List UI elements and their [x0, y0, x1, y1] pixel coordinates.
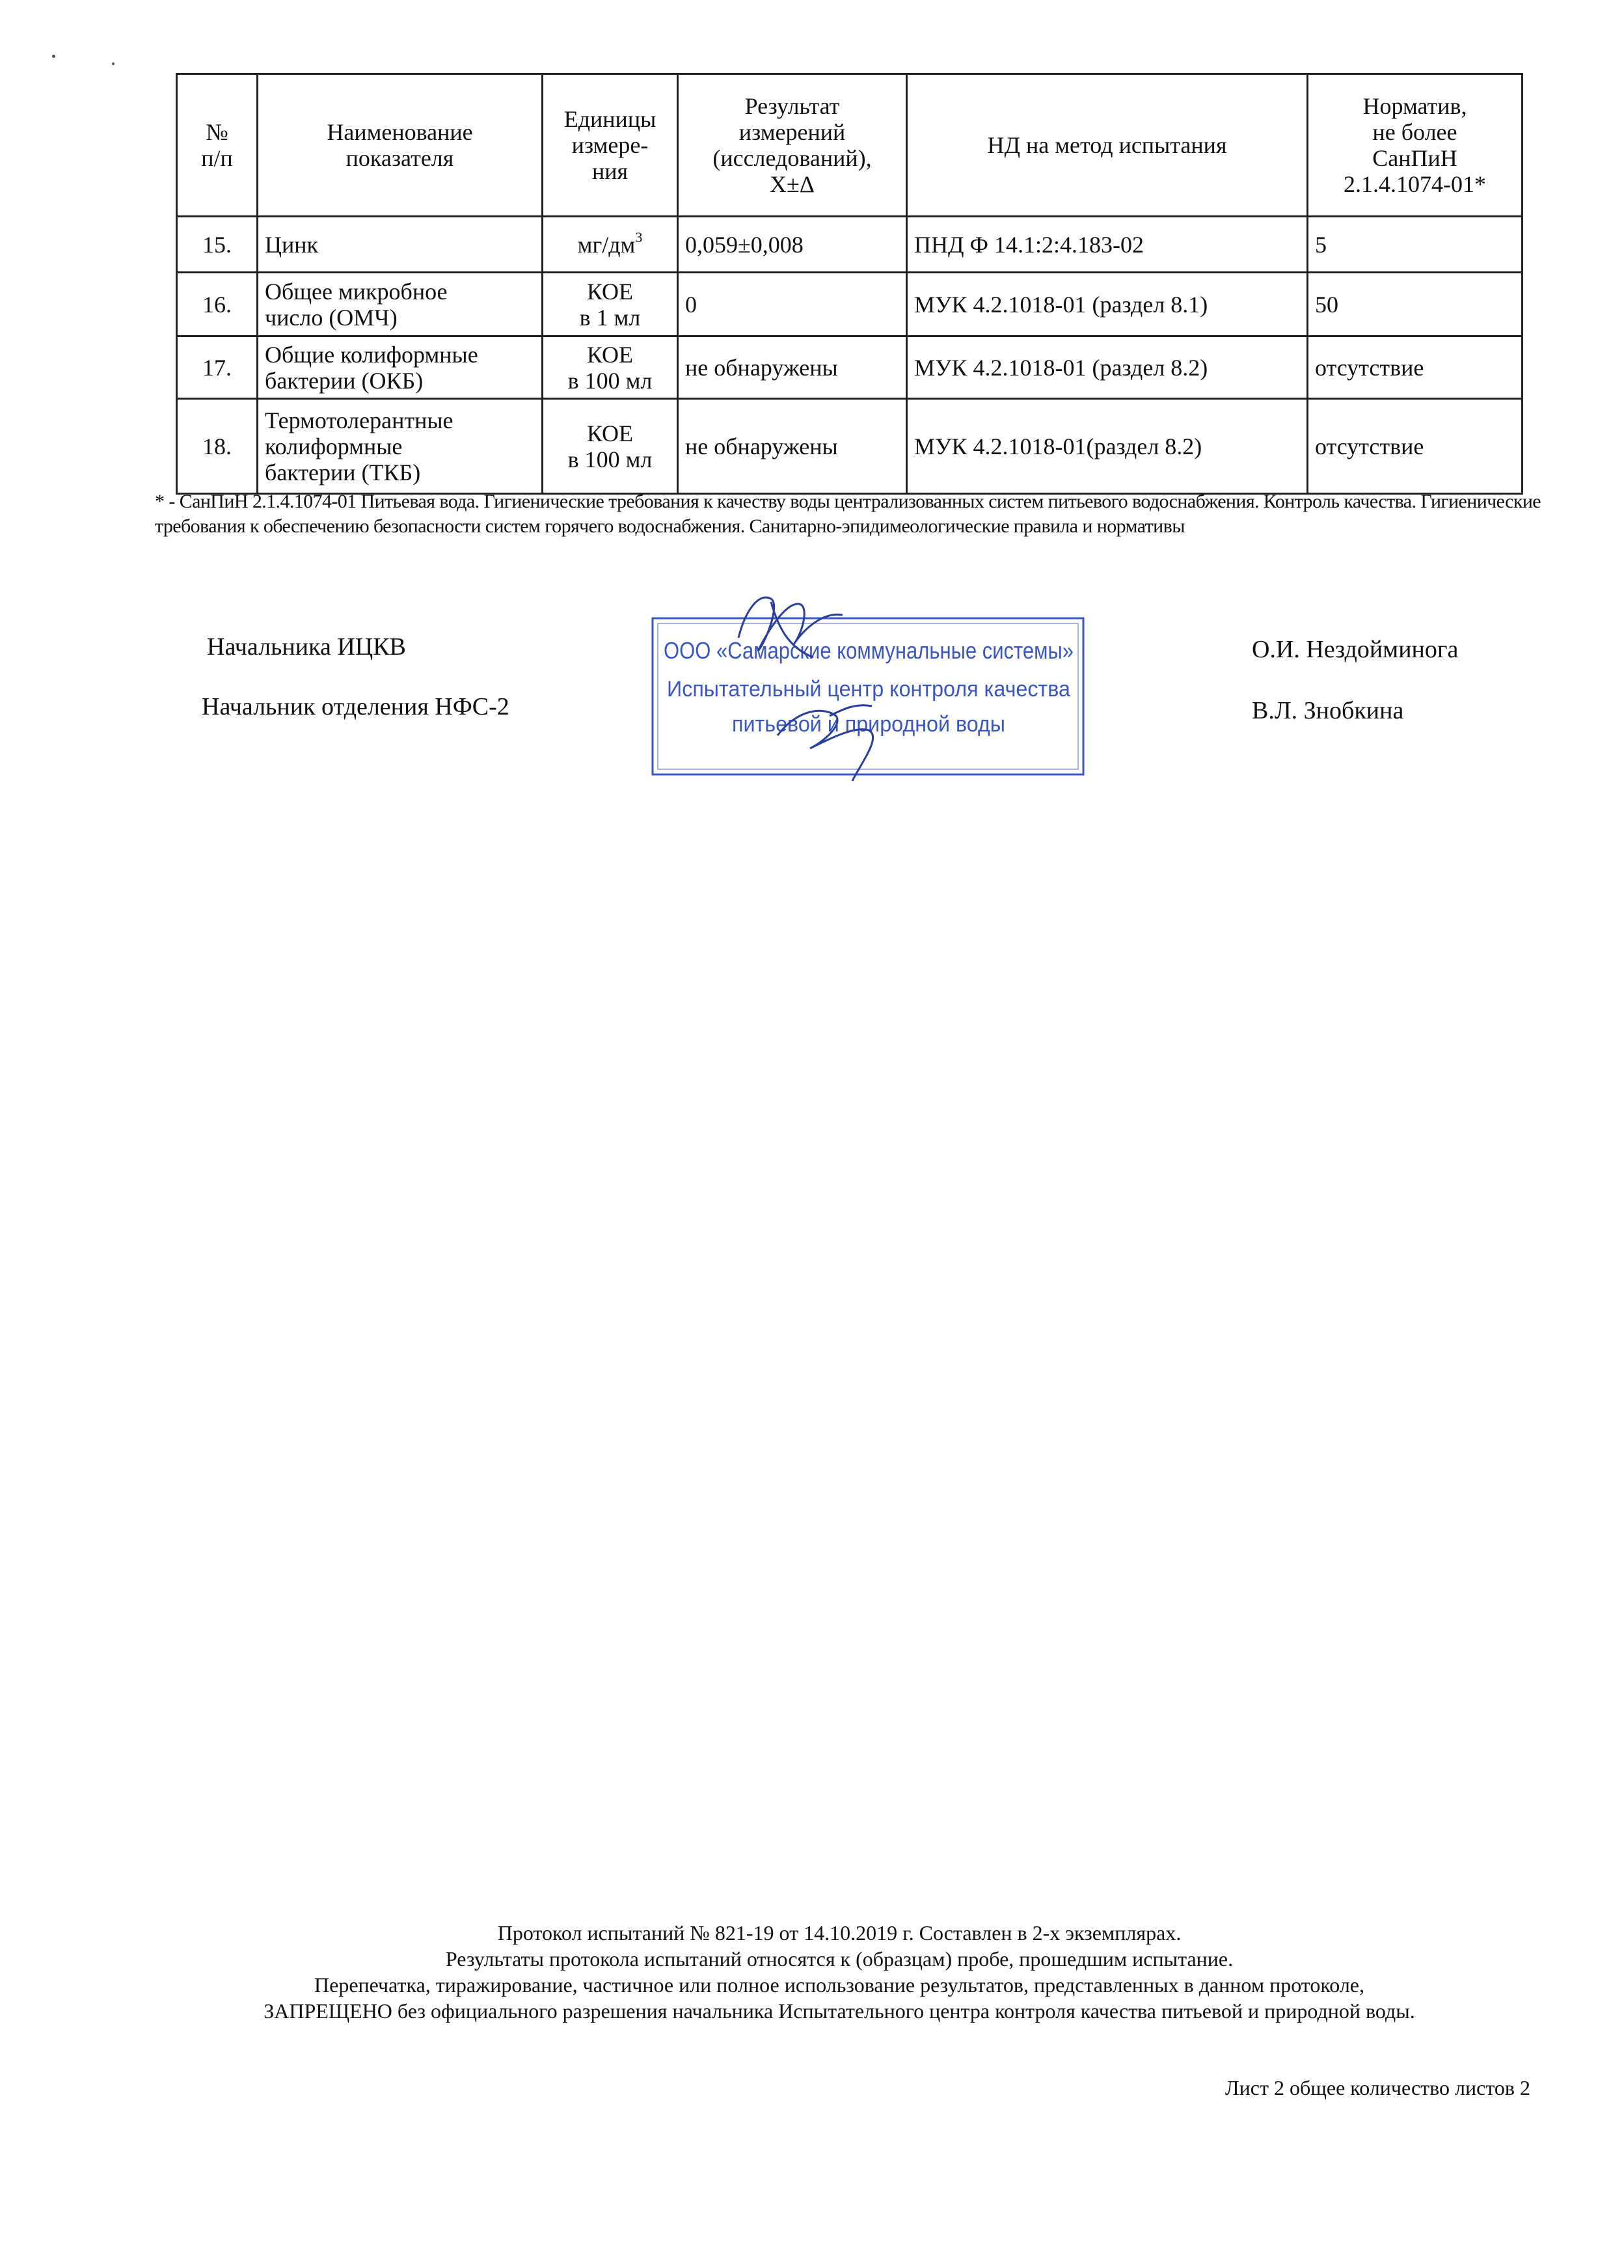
- result-cell: 0,059±0,008: [678, 217, 907, 273]
- protocol-line: ЗАПРЕЩЕНО без официального разрешения начальника Испытательного центра контроля качества питьевой и природной воды.: [264, 1999, 1415, 2023]
- result-cell: 0: [678, 273, 907, 336]
- table-header-row: [177, 74, 1522, 217]
- header-norm: Норматив, не более СанПиН 2.1.4.1074-01*: [1308, 74, 1522, 217]
- method-cell: ПНД Ф 14.1:2:4.183-02: [907, 217, 1308, 273]
- norm-cell: 5: [1308, 217, 1522, 273]
- protocol-line: Перепечатка, тиражирование, частичное или полное использование результатов, представленных в данном протоколе,: [314, 1973, 1364, 1997]
- table-row: [177, 336, 1522, 399]
- method-cell: МУК 4.2.1018-01 (раздел 8.2): [907, 336, 1308, 399]
- indicator-name: Цинк: [258, 217, 543, 273]
- signatory-role-head: Начальника ИЦКВ: [207, 633, 406, 661]
- protocol-line: Протокол испытаний № 821-19 от 14.10.2019 г. Составлен в 2-х экземплярах.: [497, 1921, 1182, 1945]
- header-result: Результат измерений (исследований), Х±Δ: [678, 74, 907, 217]
- table-row: [177, 217, 1522, 273]
- method-cell: МУК 4.2.1018-01 (раздел 8.1): [907, 273, 1308, 336]
- table-row: [177, 273, 1522, 336]
- signatory-role-department: Начальник отделения НФС-2: [202, 693, 509, 720]
- protocol-notice: [176, 1920, 1503, 2024]
- sheet-count: Лист 2 общее количество листов 2: [1225, 2076, 1530, 2099]
- stamp-line-3: питьевой и природной воды: [732, 712, 1005, 737]
- header-name: Наименование показателя: [258, 74, 543, 217]
- norm-cell: отсутствие: [1308, 336, 1522, 399]
- header-num: № п/п: [177, 74, 258, 217]
- table-row: [177, 399, 1522, 494]
- table-footnote: * - СанПиН 2.1.4.1074-01 Питьевая вода. Гигиенические требования к качеству воды централизованных систем питьевого водоснабжения. Контроль качества. Гигиенические требования к обеспечению безопасности систем горячего водоснабжения. Санитарно-эпидимеологические правила и нормативы: [155, 491, 1541, 537]
- method-cell: МУК 4.2.1018-01(раздел 8.2): [907, 399, 1308, 494]
- results-table: [176, 73, 1523, 495]
- row-number: 18.: [177, 399, 258, 494]
- header-method: НД на метод испытания: [907, 74, 1308, 217]
- indicator-name: Термотолерантные колиформные бактерии (ТКБ): [258, 399, 543, 494]
- row-number: 15.: [177, 217, 258, 273]
- protocol-line: Результаты протокола испытаний относятся к (образцам) пробе, прошедшим испытание.: [445, 1947, 1234, 1971]
- scan-speck: [52, 55, 55, 58]
- row-number: 16.: [177, 273, 258, 336]
- unit-cell: КОЕ в 100 мл: [543, 336, 678, 399]
- indicator-name: Общее микробное число (ОМЧ): [258, 273, 543, 336]
- unit-cell: КОЕ в 1 мл: [543, 273, 678, 336]
- indicator-name: Общие колиформные бактерии (ОКБ): [258, 336, 543, 399]
- unit-cell: КОЕ в 100 мл: [543, 399, 678, 494]
- row-number: 17.: [177, 336, 258, 399]
- stamp-line-2: Испытательный центр контроля качества: [667, 677, 1071, 702]
- header-unit: Единицы измере- ния: [543, 74, 678, 217]
- unit-cell: $мг/дм^3$: [543, 217, 678, 273]
- result-cell: не обнаружены: [678, 399, 907, 494]
- stamp-line-1: ООО «Самарские коммунальные системы»: [664, 637, 1074, 664]
- norm-cell: отсутствие: [1308, 399, 1522, 494]
- result-cell: не обнаружены: [678, 336, 907, 399]
- norm-cell: 50: [1308, 273, 1522, 336]
- signatory-name-department: В.Л. Знобкина: [1252, 697, 1404, 724]
- organization-stamp: [647, 586, 1096, 784]
- signatory-name-head: О.И. Нездойминога: [1252, 636, 1459, 663]
- scan-speck: [112, 62, 115, 65]
